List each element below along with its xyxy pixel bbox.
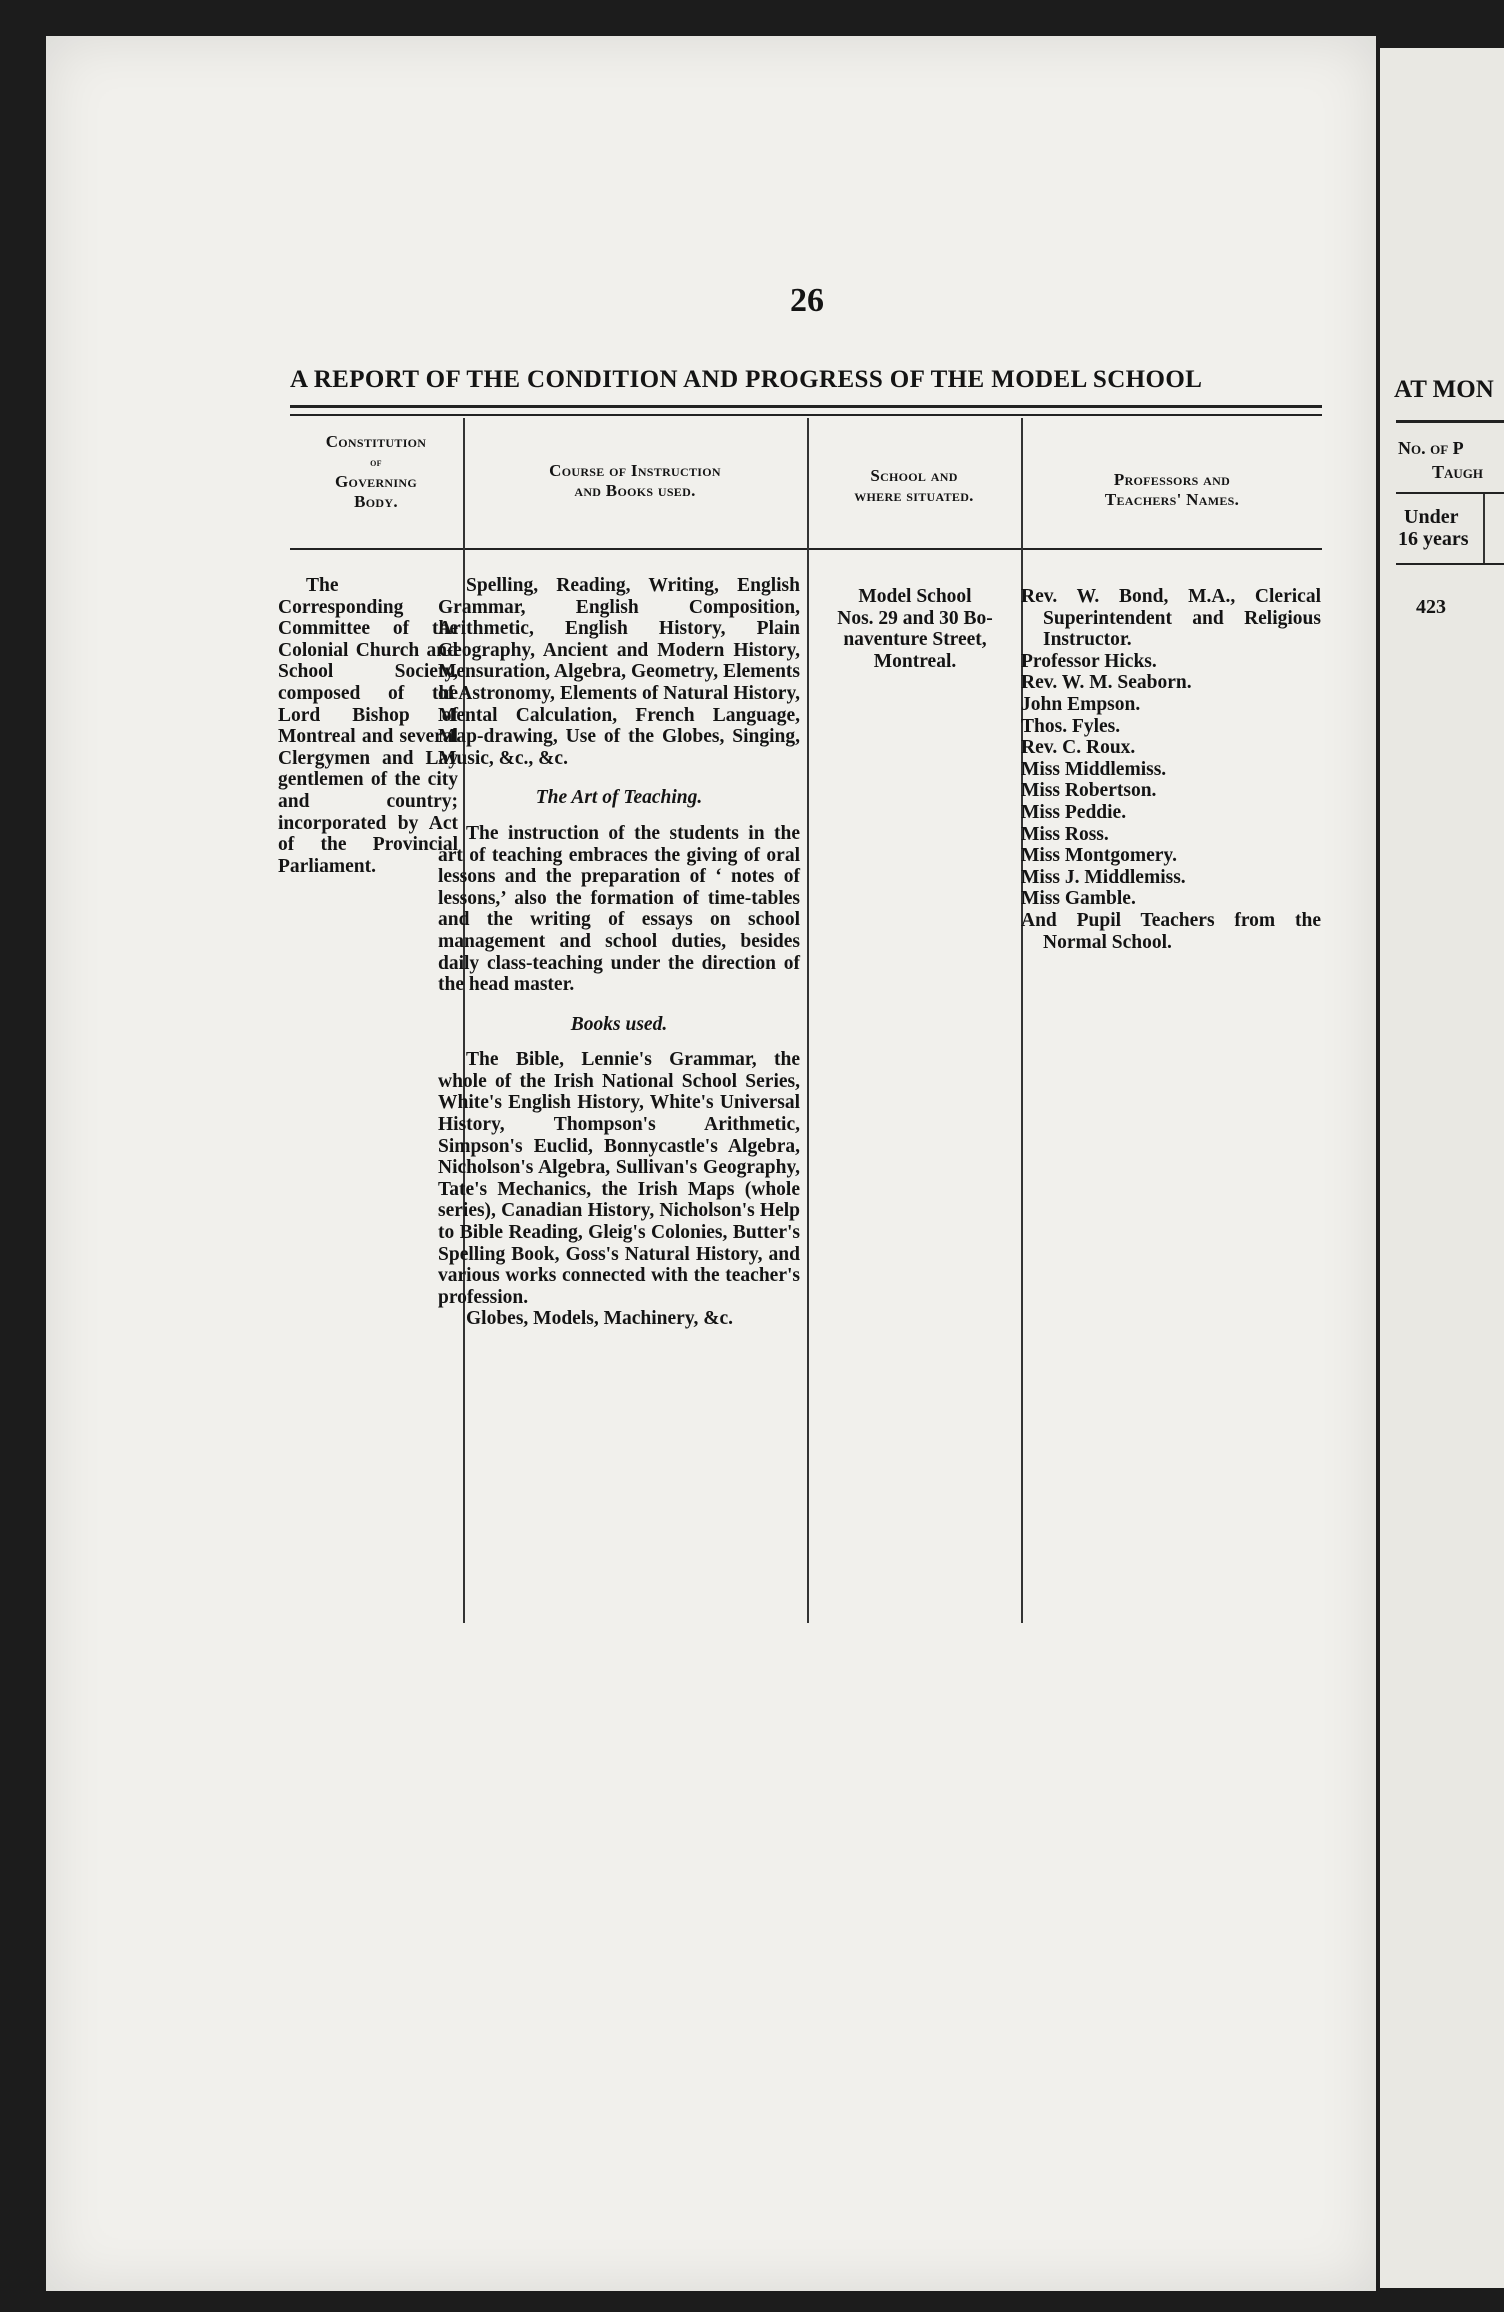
right-header-line-2: Taugh bbox=[1432, 462, 1484, 482]
teacher-5: Thos. Fyles. bbox=[1021, 715, 1121, 737]
header-constitution-line-3: Governing bbox=[335, 472, 417, 491]
right-value: 423 bbox=[1416, 596, 1446, 618]
header-school-line-2: where situated. bbox=[854, 486, 974, 505]
teacher-1: Rev. W. Bond, M.A., Clerical Superintendent and Religious Instructor. bbox=[1021, 586, 1321, 651]
header-course-line-1: Course of Instruction bbox=[549, 461, 721, 480]
school-line-1: Model School bbox=[858, 586, 972, 607]
header-school-line-1: School and bbox=[870, 466, 958, 485]
globes-models-text: Globes, Models, Machinery, &c. bbox=[466, 1308, 734, 1330]
school-line-4: Montreal. bbox=[873, 650, 957, 672]
header-constitution bbox=[292, 432, 460, 512]
report-title: A REPORT OF THE CONDITION AND PROGRESS OF THE MODEL SCHOOL bbox=[290, 366, 1203, 393]
teachers-list bbox=[1021, 586, 1321, 953]
art-of-teaching-heading: The Art of Teaching. bbox=[535, 787, 703, 809]
school-location bbox=[808, 586, 1022, 672]
right-title-fragment: AT MON bbox=[1394, 376, 1494, 403]
books-used-heading: Books used. bbox=[570, 1013, 668, 1035]
teacher-6: Rev. C. Roux. bbox=[1021, 737, 1136, 759]
header-teachers-line-1: Professors and bbox=[1113, 470, 1231, 489]
books-used-text: The Bible, Lennie's Grammar, the whole of the Irish National School Series, White's English History, White's Universal History, Thompson's Arithmetic, Simpson's Euclid, Bonnycastle's Algebra, Nicholson's Algebra, Sullivan's Geography, Tate's Mechanics, the Irish Maps (whole series), Canadian History, Nicholson's Help to Bible Reading, Gleig's Colonies, Butter's Spelling Book, Goss's Natural History, and various works connected with the teacher's profession. bbox=[438, 1049, 800, 1308]
constitution-text: The Corresponding Committee of the Colonial Church and School Society, composed of the Lord Bishop of Montreal and several Clergymen and Lay gentlemen of the city and country; incorporated by Act of the Provincial Parliament. bbox=[278, 575, 458, 877]
teacher-3: Rev. W. M. Seaborn. bbox=[1021, 672, 1192, 694]
teacher-2: Professor Hicks. bbox=[1021, 650, 1157, 672]
right-subheader-line-1: Under bbox=[1404, 506, 1459, 528]
right-subheader-line-2: 16 years bbox=[1398, 528, 1469, 550]
page-number: 26 bbox=[790, 282, 824, 319]
header-constitution-line-4: Body. bbox=[354, 492, 398, 511]
right-header-rule bbox=[1396, 492, 1504, 494]
course-subjects: Spelling, Reading, Writing, English Grammar, English Composition, Arithmetic, English History, Plain Geography, Ancient and Modern History, Mensuration, Algebra, Geometry, Elements of Astronomy, Elements of Natural History, Mental Calculation, French Language, Map-drawing, Use of the Globes, Singing, Music, &c., &c. bbox=[438, 575, 800, 769]
teacher-7: Miss Middlemiss. bbox=[1021, 758, 1167, 780]
teacher-12: Miss J. Middlemiss. bbox=[1021, 866, 1186, 888]
top-rule-2 bbox=[290, 414, 1322, 416]
header-school bbox=[810, 466, 1018, 506]
header-teachers-line-2: Teachers' Names. bbox=[1104, 490, 1240, 509]
right-header-line-1: No. of P bbox=[1398, 438, 1464, 458]
right-top-rule bbox=[1396, 420, 1504, 423]
course-cell bbox=[438, 575, 800, 1330]
art-of-teaching-text: The instruction of the students in the art of teaching embraces the giving of oral lessons and the preparation of ‘ notes of lessons,’ also the formation of time-tables and the writing of essays on school management and school duties, besides daily class-teaching under the direction of the head master. bbox=[438, 822, 800, 996]
header-course-line-2: and Books used. bbox=[574, 481, 696, 500]
school-line-2: Nos. 29 and 30 Bo- bbox=[837, 607, 993, 629]
header-constitution-line-2: of bbox=[370, 455, 382, 469]
right-column-divider bbox=[1483, 494, 1485, 564]
top-rule-1 bbox=[290, 405, 1322, 408]
teacher-10: Miss Ross. bbox=[1021, 823, 1109, 845]
school-line-3: naventure Street, bbox=[843, 629, 987, 651]
header-bottom-rule bbox=[290, 548, 1322, 550]
header-constitution-line-1: Constitution bbox=[325, 432, 427, 451]
teacher-4: John Empson. bbox=[1021, 693, 1141, 715]
header-course bbox=[466, 461, 804, 501]
teacher-8: Miss Robertson. bbox=[1021, 780, 1157, 802]
teacher-13: Miss Gamble. bbox=[1021, 888, 1136, 910]
teacher-14: And Pupil Teachers from the Normal School. bbox=[1021, 909, 1321, 953]
teacher-11: Miss Montgomery. bbox=[1021, 845, 1177, 867]
right-subheader-rule bbox=[1396, 563, 1504, 565]
teacher-9: Miss Peddie. bbox=[1021, 801, 1127, 823]
header-teachers bbox=[1024, 470, 1320, 510]
